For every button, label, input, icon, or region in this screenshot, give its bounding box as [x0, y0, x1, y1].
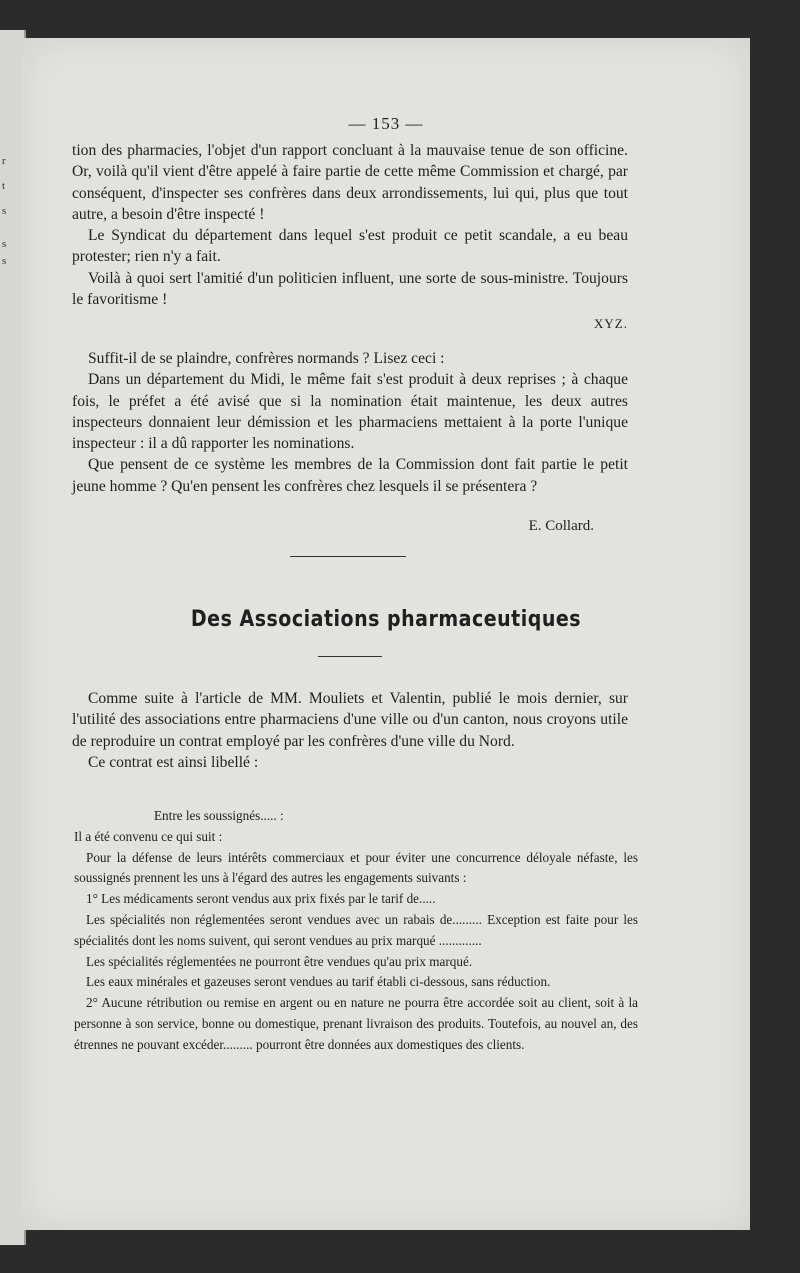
paragraph: Que pensent de ce système les membres de la Commission dont fait partie le petit jeune homme ? Qu'en pensent les confrères chez lesquels il se présentera ? — [72, 456, 628, 495]
title-underline — [318, 656, 382, 657]
article-title: Des Associations pharmaceutiques — [190, 606, 582, 632]
contract-agreed: Il a été convenu ce qui suit : — [74, 828, 223, 844]
paragraph: Le Syndicat du département dans lequel s'est produit ce petit scandale, a eu beau protester; rien n'y a fait. — [72, 227, 628, 266]
middle-text-block — [72, 348, 628, 497]
page-number: — 153 — — [348, 114, 424, 133]
contract-clause: Les eaux minérales et gazeuses seront vendues au tarif établi ci-dessous, sans réduction. — [86, 974, 551, 990]
signature: E. Collard. — [528, 518, 594, 534]
facing-page-edge: r t s s s — [0, 30, 26, 1245]
paragraph: Comme suite à l'article de MM. Mouliets et Valentin, publié le mois dernier, sur l'utilité des associations entre pharmaciens d'une ville ou d'un canton, nous croyons utile de reproduire un contrat employé par les confrères d'une ville du Nord. — [72, 690, 628, 750]
document-page — [22, 38, 750, 1230]
paragraph: Voilà à quoi sert l'amitié d'un politicien influent, une sorte de sous-ministre. Toujours le favoritisme ! — [72, 269, 628, 309]
paragraph: Suffit-il de se plaindre, confrères normands ? Lisez ceci : — [88, 350, 445, 367]
contract-clause: Les spécialités réglementées ne pourront être vendues qu'au prix marqué. — [86, 953, 473, 969]
paragraph: Dans un département du Midi, le même fait s'est produit à deux reprises ; à chaque fois, le préfet a été avisé que si la nomination était maintenue, les deux autres inspecteurs donnaient leur démission et les pharmaciens mettaient à la porte l'unique inspecteur : il a dû rapporter les nominations. — [72, 371, 628, 453]
article-intro-block — [72, 688, 628, 773]
section-divider — [290, 556, 406, 557]
paragraph: tion des pharmacies, l'objet d'un rapport concluant à la mauvaise tenue de son officine. Or, voilà qu'il vient d'être appelé à faire partie de cette même Commission et chargé, par conséquent, d'inspecter ses confrères dans deux arrondissements, lui qui, plus que tout autre, a besoin d'être inspecté ! — [72, 142, 628, 223]
signature-block-1 — [72, 316, 628, 332]
contract-opening: Entre les soussignés..... : — [154, 808, 284, 823]
signature-block-2 — [72, 518, 628, 535]
contract-block — [74, 806, 638, 1056]
paragraph: Ce contrat est ainsi libellé : — [88, 753, 259, 771]
signature: XYZ. — [594, 316, 628, 331]
contract-clause: Les spécialités non réglementées seront vendues avec un rabais de......... Exception est faite pour les spécialités dont les noms suivent, qui seront vendues au prix marqué ............. — [74, 911, 638, 948]
contract-clause: 1° Les médicaments seront vendus aux prix fixés par le tarif de..... — [86, 891, 436, 907]
contract-clause: 2° Aucune rétribution ou remise en argent ou en nature ne pourra être accordée soit au client, soit à la personne à son service, bonne ou domestique, prenant livraison des produits. Toutefois, au nouvel an, des étrennes ne pouvant excéder......... pourront être données aux domestiques des clients. — [74, 995, 638, 1052]
top-text-block — [72, 140, 628, 310]
contract-intro: Pour la défense de leurs intérêts commerciaux et pour éviter une concurrence déloyale néfaste, les soussignés prennent les uns à l'égard des autres les engagements suivants : — [74, 849, 638, 886]
